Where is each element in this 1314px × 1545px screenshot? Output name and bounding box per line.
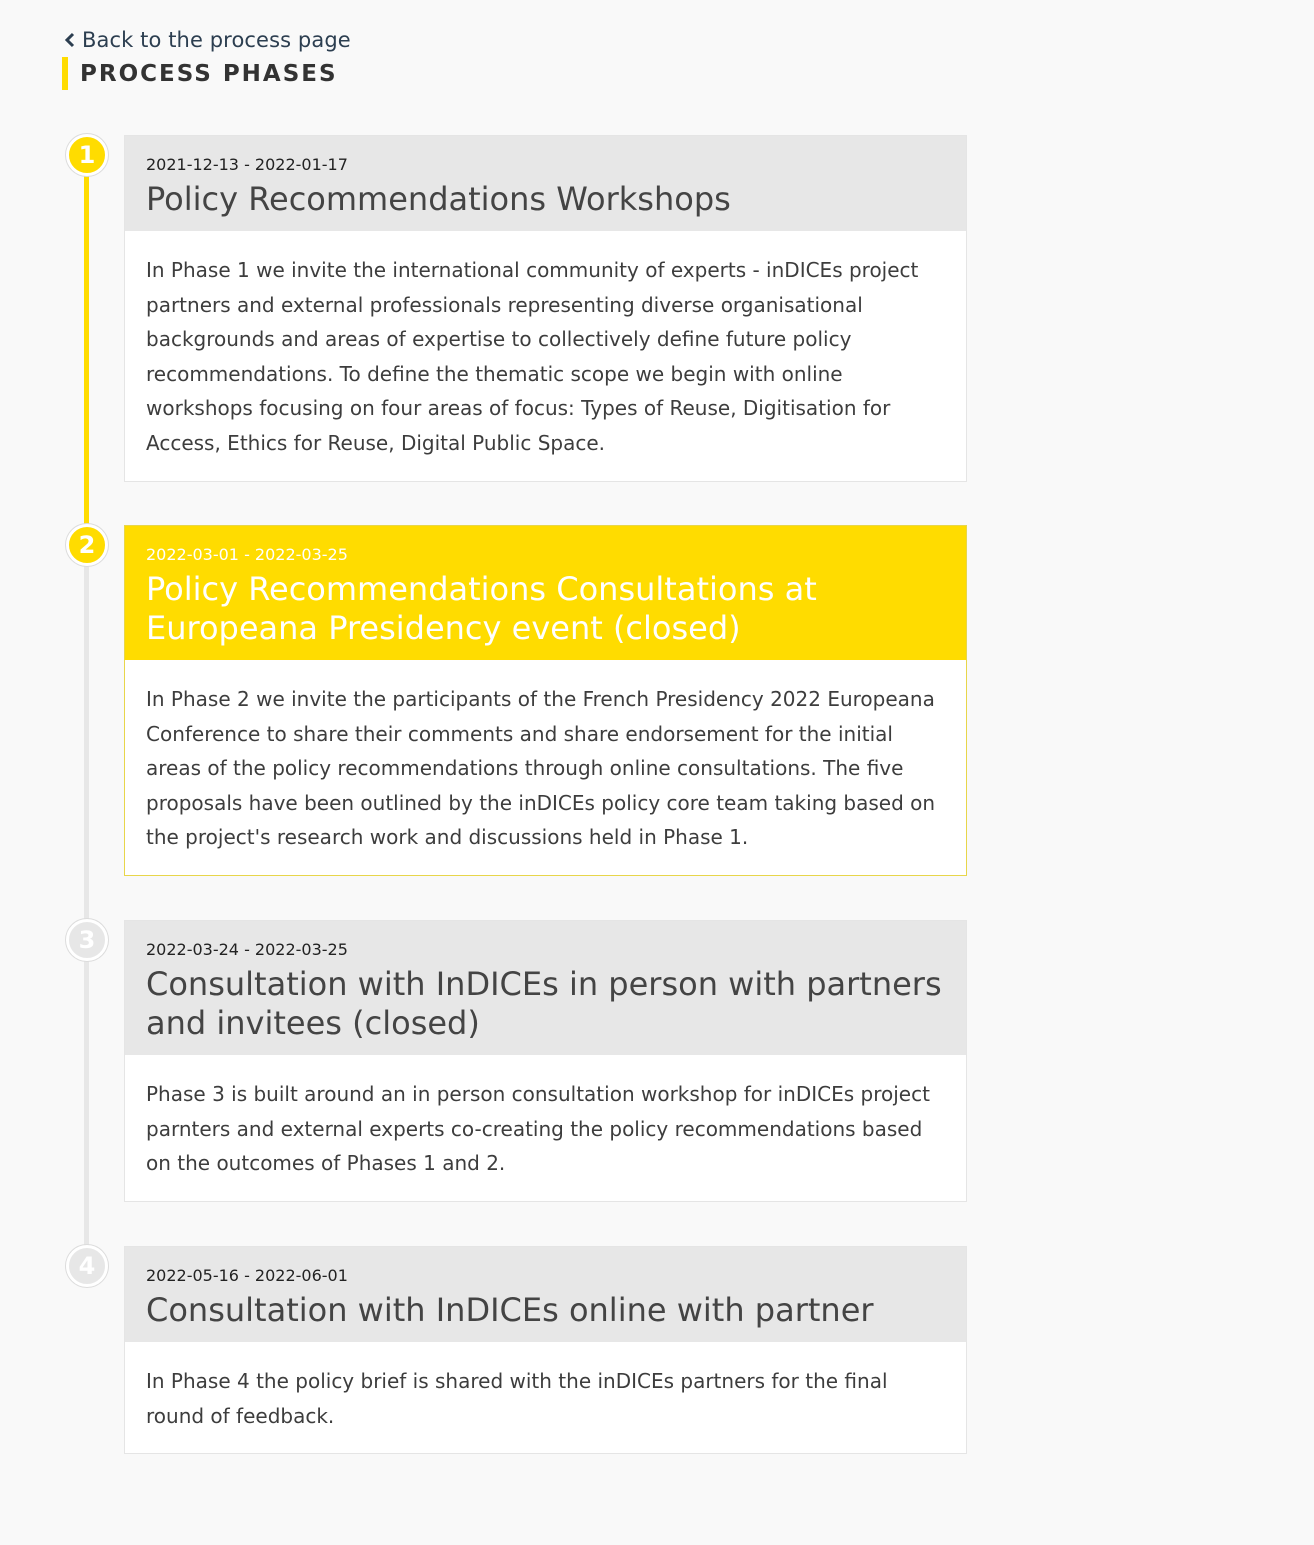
phase-description-text: In Phase 1 we invite the international community of experts - inDICEs project partners and external professionals representing diverse organisational backgrounds and areas of expertise to collectively define future policy recommendations. To define the thematic scope we begin with online workshops focusing on four areas of focus: Types of Reuse, Digitisation for Access, Ethics for Reuse, Digital Public Space. (146, 258, 919, 455)
phase-dates: 2021-12-13 - 2022-01-17 (146, 155, 348, 174)
phase-card-header (125, 921, 966, 1055)
phase-title[interactable]: Consultation with InDICEs online with partner (146, 1291, 874, 1329)
chevron-left-icon (64, 31, 76, 49)
timeline-connector-1 (84, 176, 89, 526)
phase-title[interactable]: Policy Recommendations Workshops (146, 180, 731, 218)
phase-number-badge (66, 919, 108, 961)
phase-number-badge (66, 1245, 108, 1287)
phase-number: 1 (78, 141, 96, 169)
phase-title[interactable]: Policy Recommendations Consultations at Europeana Presidency event (closed) (146, 570, 817, 647)
phase-dates: 2022-03-24 - 2022-03-25 (146, 940, 348, 959)
phase-card[interactable] (124, 920, 967, 1202)
phase-card-header (125, 1247, 966, 1342)
phase-dates: 2022-03-01 - 2022-03-25 (146, 545, 348, 564)
phase-title[interactable]: Consultation with InDICEs in person with partners and invitees (closed) (146, 965, 942, 1042)
phase-description (125, 1055, 966, 1201)
phase-description-text: In Phase 2 we invite the participants of the French Presidency 2022 Europeana Conference to share their comments and share endorsement for the initial areas of the policy recommendations through online consultations. The five proposals have been outlined by the inDICEs policy core team taking based on the project's research work and discussions held in Phase 1. (146, 687, 936, 850)
phase-dates: 2022-05-16 - 2022-06-01 (146, 1266, 348, 1285)
phase-card-header (125, 526, 966, 660)
timeline-connector-3 (84, 961, 89, 1247)
phase-description (125, 231, 966, 481)
phase-card-active[interactable] (124, 525, 967, 876)
phase-number-badge (66, 134, 108, 176)
back-to-process-link[interactable] (64, 28, 351, 52)
phase-number: 4 (78, 1252, 96, 1280)
timeline-connector-2 (84, 566, 89, 921)
phase-description-text: In Phase 4 the policy brief is shared with the inDICEs partners for the final round of feedback. (146, 1369, 888, 1428)
phase-card[interactable] (124, 1246, 967, 1454)
phase-description (125, 660, 966, 875)
back-link-label[interactable]: Back to the process page (82, 28, 351, 52)
phase-card[interactable] (124, 135, 967, 482)
page-title: PROCESS PHASES (80, 60, 338, 87)
phase-number-badge (66, 524, 108, 566)
phase-description (125, 1342, 966, 1453)
phase-number: 3 (78, 926, 96, 954)
phase-number: 2 (78, 531, 96, 559)
phase-description-text: Phase 3 is built around an in person consultation workshop for inDICEs project parnters and external experts co-creating the policy recommendations based on the outcomes of Phases 1 and 2. (146, 1082, 930, 1176)
page-title-block (62, 57, 338, 90)
phase-card-header (125, 136, 966, 231)
